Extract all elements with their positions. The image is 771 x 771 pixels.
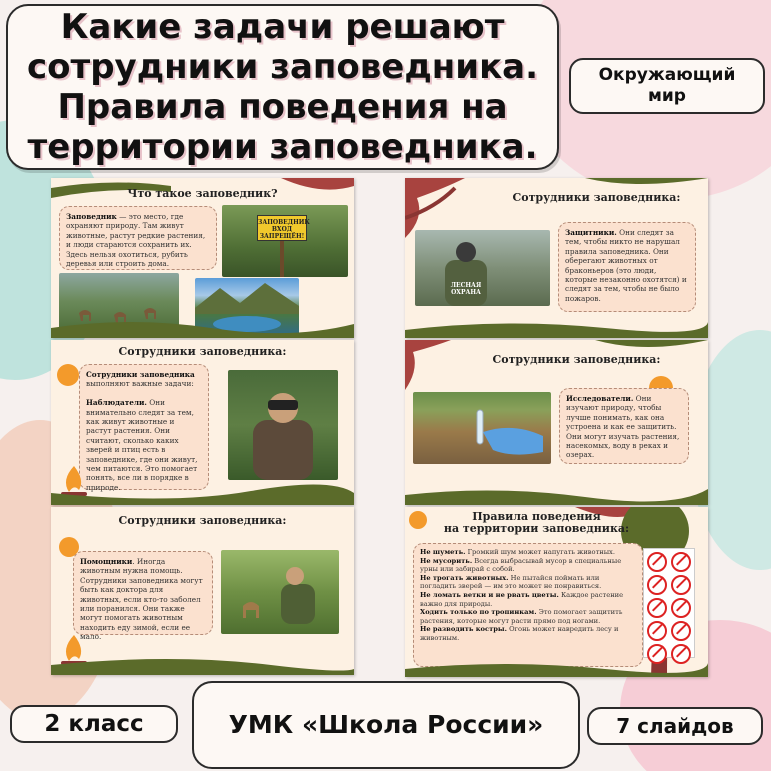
slides-count-label: 7 слайдов — [616, 714, 734, 738]
rule-item — [420, 557, 636, 574]
definition-text: — это место, где охраняют природу. Там живут животные, растут редкие растения, и люди стараются сохранить их. Здесь нельзя охотиться, рубить деревья или строить дома. — [66, 212, 206, 269]
rule-item — [420, 608, 636, 625]
defenders-text: Они следят за тем, чтобы никто не нарушал правила заповедника. Они оберегают животных от браконьеров (это люди, которые незаконно охотятся) и следят за тем, чтобы не было пожаров. — [565, 228, 687, 303]
helpers-box — [73, 551, 213, 642]
bottom-wave — [51, 653, 354, 675]
no-touching-animals-icon — [671, 598, 691, 618]
no-off-path-icon — [671, 644, 691, 664]
sun-decoration — [57, 364, 79, 386]
slide-title: Сотрудники заповедника: — [492, 353, 661, 366]
slide-title: Что такое заповедник? — [127, 187, 278, 200]
grade-label: 2 класс — [44, 711, 144, 737]
rules-box — [413, 543, 643, 667]
rule-text: Каждое растение важно для природы. — [420, 590, 624, 608]
rule-item — [420, 625, 636, 642]
slide-helpers — [51, 507, 354, 675]
rule-text: Не пытайся поймать или погладить зверей — им это может не понравиться. — [420, 573, 602, 591]
rule-title: Не шуметь. — [420, 548, 466, 556]
umk-tag — [192, 681, 580, 769]
photo-forest-guard — [415, 230, 550, 306]
researchers-box — [559, 388, 689, 464]
photo-water-sample — [413, 392, 551, 464]
helpers-text: . Иногда животным нужна помощь. Сотрудники заповедника могут быть как доктора для животных, если кто-то заболел или поранился. Они также могут помогать животным находить еду зимой, если ее мало. — [80, 557, 203, 642]
definition-term: Заповедник — [66, 212, 117, 221]
guard-badge: ЛЕСНАЯ ОХРАНА — [450, 282, 482, 296]
no-camping-icon — [671, 621, 691, 641]
observers-intro-term: Сотрудники заповедника — [86, 370, 195, 379]
observers-intro: выполняют важные задачи: — [86, 379, 194, 389]
researchers-text: Они изучают природу, чтобы лучше понимать, как она устроена и как ее защитить. Они могут изучать растения, насекомых, воду в реках и озерах. — [566, 394, 680, 460]
subject-label: Окружающий мир — [598, 65, 736, 106]
rule-title: Не ломать ветки и не рвать цветы. — [420, 590, 559, 599]
definition-box — [59, 206, 217, 270]
observers-box — [79, 364, 209, 490]
rule-title: Ходить только по тропинкам. — [420, 608, 537, 617]
reserve-sign: ЗАПОВЕДНИК ВХОД ЗАПРЕЩЁН! — [257, 215, 307, 241]
observers-term: Наблюдатели. — [86, 398, 147, 408]
defenders-term: Защитники. — [565, 228, 617, 237]
page-title-box — [6, 4, 559, 170]
bottom-wave — [405, 316, 708, 338]
bottom-wave — [51, 483, 354, 505]
rule-title: Не мусорить. — [420, 556, 473, 565]
photo-helper-with-deer — [221, 550, 339, 634]
no-littering-icon — [647, 575, 667, 595]
slide-defenders — [405, 178, 708, 338]
page-title: Какие задачи решают сотрудники заповедника. Правила поведения на территории заповедника. — [26, 7, 539, 167]
umk-label: УМК «Школа России» — [228, 710, 544, 739]
rule-item — [420, 548, 636, 557]
slide-researchers — [405, 340, 708, 505]
rule-text: Огонь может навредить лесу и животным. — [420, 625, 619, 642]
no-hunting-icon — [671, 552, 691, 572]
researchers-term: Исследователи. — [566, 394, 634, 403]
rules-title-line2: на территории заповедника: — [443, 522, 630, 535]
rule-title: Не трогать животных. — [420, 573, 509, 582]
slide-what-is-reserve — [51, 178, 354, 338]
defenders-box — [558, 222, 696, 312]
slide-title: Сотрудники заповедника: — [118, 345, 287, 358]
bottom-wave — [51, 316, 354, 338]
slides-count-tag — [587, 707, 763, 745]
no-dogs-icon — [671, 575, 691, 595]
rule-title: Не разводить костры. — [420, 625, 507, 634]
helpers-term: Помощники — [80, 557, 133, 566]
no-fire-icon — [647, 598, 667, 618]
rule-item — [420, 574, 636, 591]
rules-title-line1: Правила поведения — [472, 510, 601, 523]
rule-text: Всегда выбрасывай мусор в специальные урны или забирай с собой. — [420, 556, 622, 574]
grade-tag — [10, 705, 178, 743]
no-noise-icon — [647, 552, 667, 572]
rule-text: Громкий шум может напугать животных. — [465, 548, 615, 556]
rule-text: Это помогает защитить растения, которые могут расти прямо под ногами. — [420, 608, 623, 625]
observers-text: Они внимательно следят за тем, как живут животные и растут растения. Они считают, сколько каких зверей и птиц есть в заповеднике, где они живут, чем питаются. Это помогает понять, все ли в порядке в природе. — [86, 398, 198, 492]
rule-item — [420, 591, 636, 608]
no-picking-flowers-icon — [647, 621, 667, 641]
slide-observers — [51, 340, 354, 505]
slide-title — [405, 511, 688, 535]
subject-tag — [569, 58, 765, 114]
slide-title: Сотрудники заповедника: — [512, 191, 681, 204]
slide-title: Сотрудники заповедника: — [118, 514, 287, 527]
photo-observer-binoculars — [228, 370, 338, 480]
photo-reserve-sign — [222, 205, 348, 277]
prohibition-signs-grid — [643, 548, 695, 658]
bottom-wave — [405, 483, 708, 505]
